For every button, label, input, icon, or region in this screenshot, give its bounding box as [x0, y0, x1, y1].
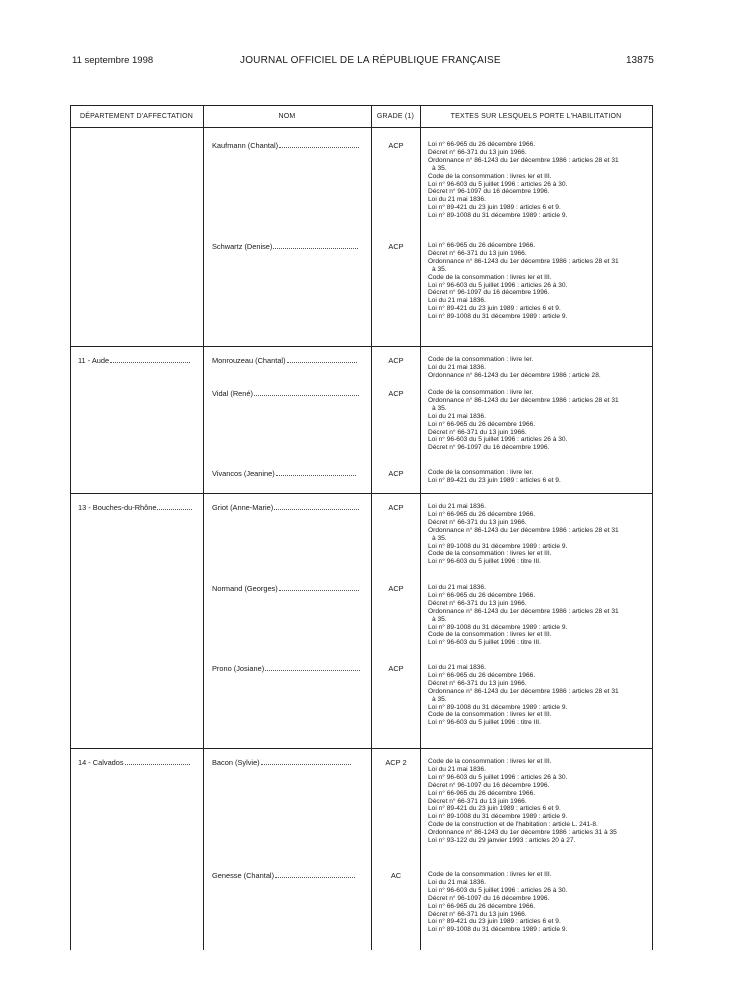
- legal-texts: Loi du 21 mai 1836. Loi n° 66-965 du 26 décembre 1966. Décret n° 66-371 du 13 juin 1966. Ordonnance n° 86-1243 du 1er décembre 1986 : articles 28 et 31 à 35. Loi n° 89-1008 du 31 décembre 1989 : article 9. Code de la consommation : livres Ier et III. Loi n° 96-603 du 5 juillet 1996 : titre III.: [428, 584, 619, 647]
- agent-grade: ACP 2: [385, 758, 407, 767]
- department-separator: [70, 748, 653, 749]
- agent-grade: ACP: [388, 584, 404, 593]
- agent-name: Bacon (Sylvie): [212, 758, 351, 767]
- column-divider: [371, 105, 372, 950]
- column-divider: [420, 105, 421, 950]
- agent-grade: AC: [390, 871, 402, 880]
- agent-name: Griot (Anne-Marie): [212, 503, 359, 512]
- agent-name: Genesse (Chantal): [212, 871, 355, 880]
- agent-name: Vivancos (Jeanine): [212, 469, 356, 478]
- legal-texts: Loi du 21 mai 1836. Loi n° 66-965 du 26 décembre 1966. Décret n° 66-371 du 13 juin 1966. Ordonnance n° 86-1243 du 1er décembre 1986 : articles 28 et 31 à 35. Loi n° 89-1008 du 31 décembre 1989 : article 9. Code de la consommation : livres Ier et III. Loi n° 96-603 du 5 juillet 1996 : titre III.: [428, 503, 619, 566]
- agent-name: Normand (Georges): [212, 584, 359, 593]
- column-header-departement: DÉPARTEMENT D'AFFECTATION: [79, 113, 194, 120]
- legal-texts: Code de la consommation : livre Ier. Loi n° 89-421 du 23 juin 1989 : articles 6 et 9.: [428, 469, 561, 484]
- page-number: 13875: [626, 55, 654, 66]
- legal-texts: Code de la consommation : livres Ier et III. Loi du 21 mai 1836. Loi n° 96-603 du 5 juillet 1996 : articles 26 à 30. Décret n° 96-1097 du 16 décembre 1996. Loi n° 66-965 du 26 décembre 1966. Décret n° 66-371 du 13 juin 1966. Loi n° 89-421 du 23 juin 1989 : articles 6 et 9. Loi n° 89-1008 du 31 décembre 1989 : article 9. Code de la construction et de l'habitation : article L. 241-8. Ordonnance n° 86-1243 du 1er décembre 1986 : articles 31 à 35 Loi n° 93-122 du 29 janvier 1993 : articles 20 à 27.: [428, 758, 617, 845]
- column-divider: [203, 105, 204, 950]
- column-header-nom: NOM: [278, 113, 296, 120]
- agent-grade: ACP: [388, 664, 404, 673]
- agent-grade: ACP: [388, 242, 404, 251]
- column-header-textes: TEXTES SUR LESQUELS PORTE L'HABILITATION: [450, 113, 622, 120]
- table-top-border: [70, 105, 653, 106]
- agent-name: Schwartz (Denise): [212, 242, 358, 251]
- legal-texts: Code de la consommation : livre Ier. Loi du 21 mai 1836. Ordonnance n° 86-1243 du 1er décembre 1986 : article 28.: [428, 356, 601, 379]
- department-name: 11 - Aude: [78, 356, 190, 365]
- habilitation-table: [70, 105, 653, 950]
- header-date: 11 septembre 1998: [72, 55, 154, 66]
- legal-texts: Loi n° 66-965 du 26 décembre 1966. Décret n° 66-371 du 13 juin 1966. Ordonnance n° 86-1243 du 1er décembre 1986 : articles 28 et 31 à 35. Code de la consommation : livres Ier et III. Loi n° 96-603 du 5 juillet 1996 : articles 26 à 30. Décret n° 96-1097 du 16 décembre 1996. Loi du 21 mai 1836. Loi n° 89-421 du 23 juin 1989 : articles 6 et 9. Loi n° 89-1008 du 31 décembre 1989 : article 9.: [428, 141, 619, 220]
- agent-grade: ACP: [388, 503, 404, 512]
- journal-title: JOURNAL OFFICIEL DE LA RÉPUBLIQUE FRANÇAISE: [240, 55, 501, 66]
- agent-name: Monrouzeau (Chantal): [212, 356, 357, 365]
- agent-name: Kaufmann (Chantal): [212, 141, 359, 150]
- legal-texts: Loi du 21 mai 1836. Loi n° 66-965 du 26 décembre 1966. Décret n° 66-371 du 13 juin 1966. Ordonnance n° 86-1243 du 1er décembre 1986 : articles 28 et 31 à 35. Loi n° 89-1008 du 31 décembre 1989 : article 9. Code de la consommation : livres Ier et III. Loi n° 96-603 du 5 juillet 1996 : titre III.: [428, 664, 619, 727]
- department-name: 13 - Bouches-du-Rhône: [78, 503, 192, 512]
- header-bottom-border: [70, 127, 653, 128]
- agent-name: Vidal (René): [212, 389, 359, 398]
- agent-grade: ACP: [388, 469, 404, 478]
- agent-grade: ACP: [388, 356, 404, 365]
- department-separator: [70, 493, 653, 494]
- legal-texts: Code de la consommation : livres Ier et III. Loi du 21 mai 1836. Loi n° 96-603 du 5 juillet 1996 : articles 26 à 30. Décret n° 96-1097 du 16 décembre 1996. Loi n° 66-965 du 26 décembre 1966. Décret n° 66-371 du 13 juin 1966. Loi n° 89-421 du 23 juin 1989 : articles 6 et 9. Loi n° 89-1008 du 31 décembre 1989 : article 9.: [428, 871, 568, 934]
- department-name: 14 - Calvados: [78, 758, 190, 767]
- agent-name: Prono (Josiane): [212, 664, 360, 673]
- agent-grade: ACP: [388, 389, 404, 398]
- legal-texts: Loi n° 66-965 du 26 décembre 1966. Décret n° 66-371 du 13 juin 1966. Ordonnance n° 86-1243 du 1er décembre 1986 : articles 28 et 31 à 35. Code de la consommation : livres Ier et III. Loi n° 96-603 du 5 juillet 1996 : articles 26 à 30. Décret n° 96-1097 du 16 décembre 1996. Loi du 21 mai 1836. Loi n° 89-421 du 23 juin 1989 : articles 6 et 9. Loi n° 89-1008 du 31 décembre 1989 : article 9.: [428, 242, 619, 321]
- legal-texts: Code de la consommation : livre Ier. Ordonnance n° 86-1243 du 1er décembre 1986 : articles 28 et 31 à 35. Loi du 21 mai 1836. Loi n° 66-965 du 26 décembre 1966. Décret n° 66-371 du 13 juin 1966. Loi n° 96-603 du 5 juillet 1996 : articles 26 à 30. Décret n° 96-1097 du 16 décembre 1996.: [428, 389, 619, 452]
- agent-grade: ACP: [388, 141, 404, 150]
- table-left-border: [70, 105, 71, 950]
- department-separator: [70, 346, 653, 347]
- column-header-grade: GRADE (1): [376, 113, 415, 120]
